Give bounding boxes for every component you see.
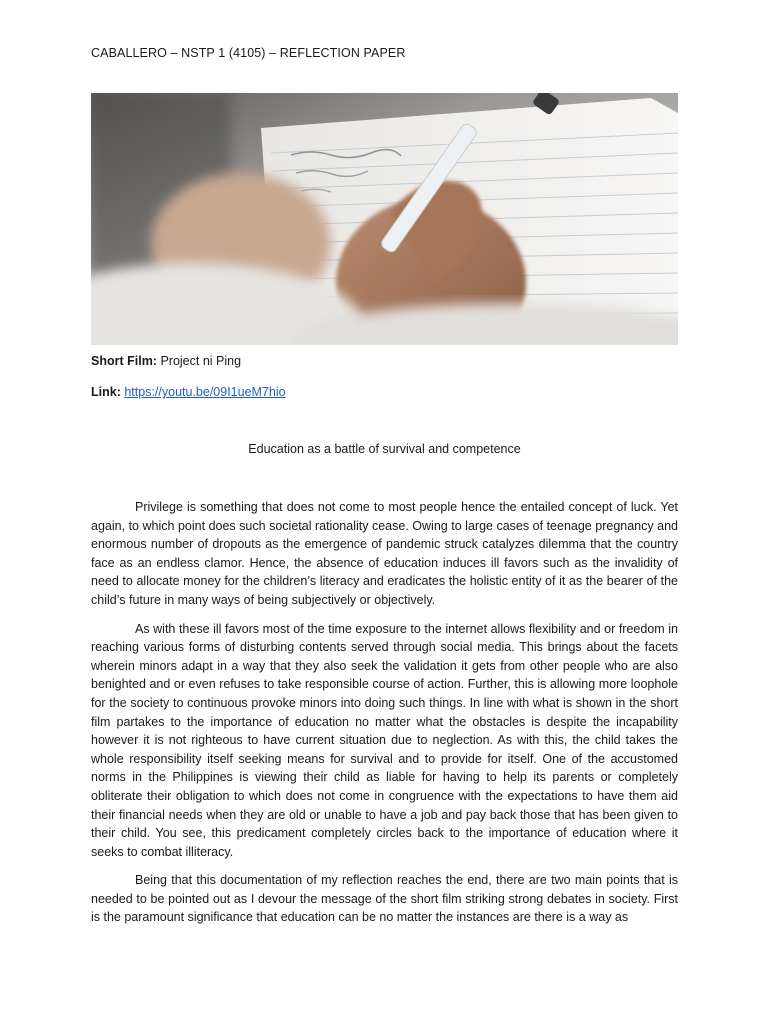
paragraph-3: Being that this documentation of my reflection reaches the end, there are two main points that is needed to be pointed out as I devour the message of the short film striking strong debates in society. First is the paramount significance that education can be no matter the instances are there is a way as (91, 873, 678, 925)
link-label: Link: (91, 385, 121, 399)
film-title: Project ni Ping (160, 354, 242, 368)
film-line (91, 354, 241, 368)
paragraph-1: Privilege is something that does not come to most people hence the entailed concept of luck. Yet again, to which point does such societal rationality cease. Owing to large cases of teenage pregnancy and enormous number of dropouts as the emergence of pandemic struck catalyzes dilemma that the country face as an endless clamor. Hence, the absence of education induces ill favors such as the invalidity of need to allocate money for the children’s literacy and eradicates the holistic entity of it as the bearer of the child’s future in many ways of being subjectively or objectively. (91, 500, 678, 607)
link-line (91, 385, 286, 399)
document-header: CABALLERO – NSTP 1 (4105) – REFLECTION PAPER (91, 46, 406, 60)
essay-body (91, 498, 678, 937)
photo-illustration (91, 93, 678, 345)
paragraph-2: As with these ill favors most of the time exposure to the internet allows flexibility and or freedom in reaching various forms of disturbing contents served through social media. This brings about the facets wherein minors adapt in a way that they also seek the validation it gets from other people who are also benighted and or even refuses to take responsible course of action. Further, this is allowing more loophole for the society to continuous provoke minors into doing such things. In line with what is shown in the short film partakes to the importance of education no matter what the obstacles is despite the incapability however it is not righteous to have current situation due to neglection. As with this, the child takes the whole responsibility itself seeking means for survival and to provide for itself. One of the accustomed norms in the Philippines is viewing their child as liable for having to help its parents or completely obliterate their obligation to which does not come in congruence with the expectations to have them aid their financial needs when they are old or unable to have a job and pay back those that has been given to their child. You see, this predicament completely circles back to the importance of education where it seeks to combat illiteracy. (91, 621, 678, 859)
film-label: Short Film: (91, 354, 157, 368)
hand-writing-photo (91, 93, 678, 345)
essay-title: Education as a battle of survival and competence (248, 442, 521, 456)
youtube-link[interactable]: https://youtu.be/09I1ueM7hio (124, 385, 286, 399)
